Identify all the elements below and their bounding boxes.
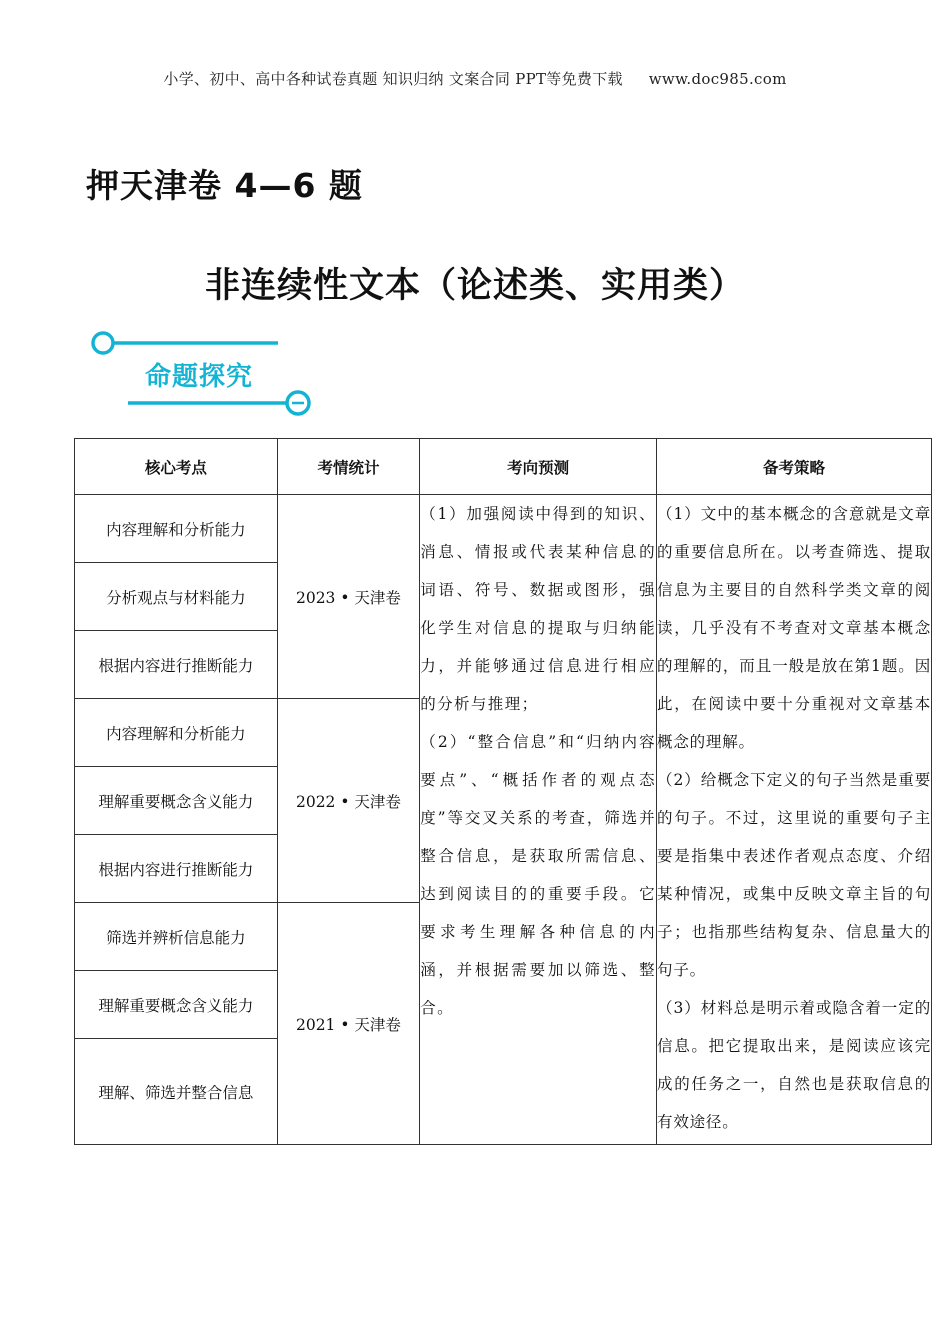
exam-analysis-table	[74, 438, 932, 1145]
strategy-cell	[657, 495, 932, 1145]
core-point-cell: 分析观点与材料能力	[75, 563, 278, 631]
column-header: 考向预测	[420, 439, 657, 495]
core-point-cell: 内容理解和分析能力	[75, 495, 278, 563]
year-cell: 2022 • 天津卷	[277, 699, 419, 903]
column-header: 核心考点	[75, 439, 278, 495]
page-header	[0, 68, 950, 89]
badge-label: 命题探究	[145, 362, 254, 392]
core-point-cell: 理解重要概念含义能力	[75, 971, 278, 1039]
core-point-cell: 理解重要概念含义能力	[75, 767, 278, 835]
core-point-cell: 根据内容进行推断能力	[75, 835, 278, 903]
prediction-paragraph: （1）加强阅读中得到的知识、消息、情报或代表某种信息的词语、符号、数据或图形，强化学生对信息的提取与归纳能力，并能够通过信息进行相应的分析与推理；	[420, 505, 657, 713]
table-header-row	[75, 439, 932, 495]
prediction-paragraph: （2）“整合信息”和“归纳内容要点”、“概括作者的观点态度”等交叉关系的考查，筛选并整合信息，是获取所需信息、达到阅读目的的重要手段。它要求考生理解各种信息的内涵，并根据需要加以筛选、整合。	[420, 733, 657, 1017]
page-title: 押天津卷 4—6 题	[86, 166, 363, 205]
core-point-cell: 筛选并辨析信息能力	[75, 903, 278, 971]
prediction-cell	[420, 495, 657, 1145]
column-header: 考情统计	[277, 439, 419, 495]
page-subtitle: 非连续性文本（论述类、实用类）	[204, 266, 745, 306]
strategy-paragraph: （2）给概念下定义的句子当然是重要的句子。不过，这里说的重要句子主要是指集中表述作者观点态度、介绍某种情况，或集中反映文章主旨的句子；也指那些结构复杂、信息量大的句子。	[657, 771, 931, 979]
core-point-cell: 理解、筛选并整合信息	[75, 1039, 278, 1145]
column-header: 备考策略	[657, 439, 932, 495]
year-cell: 2023 • 天津卷	[277, 495, 419, 699]
year-cell: 2021 • 天津卷	[277, 903, 419, 1145]
header-text: 小学、初中、高中各种试卷真题 知识归纳 文案合同 PPT等免费下载	[163, 70, 623, 88]
table-row	[75, 495, 932, 563]
core-point-cell: 内容理解和分析能力	[75, 699, 278, 767]
strategy-paragraph: （1）文中的基本概念的含意就是文章的重要信息所在。以考查筛选、提取信息为主要目的自然科学类文章的阅读，几乎没有不考查对文章基本概念的理解的，而且一般是放在第1题。因此，在阅读中要十分重视对文章基本概念的理解。	[657, 505, 931, 751]
core-point-cell: 根据内容进行推断能力	[75, 631, 278, 699]
strategy-paragraph: （3）材料总是明示着或隐含着一定的信息。把它提取出来，是阅读应该完成的任务之一，自然也是获取信息的有效途径。	[657, 999, 931, 1131]
header-url[interactable]: www.doc985.com	[648, 70, 787, 88]
